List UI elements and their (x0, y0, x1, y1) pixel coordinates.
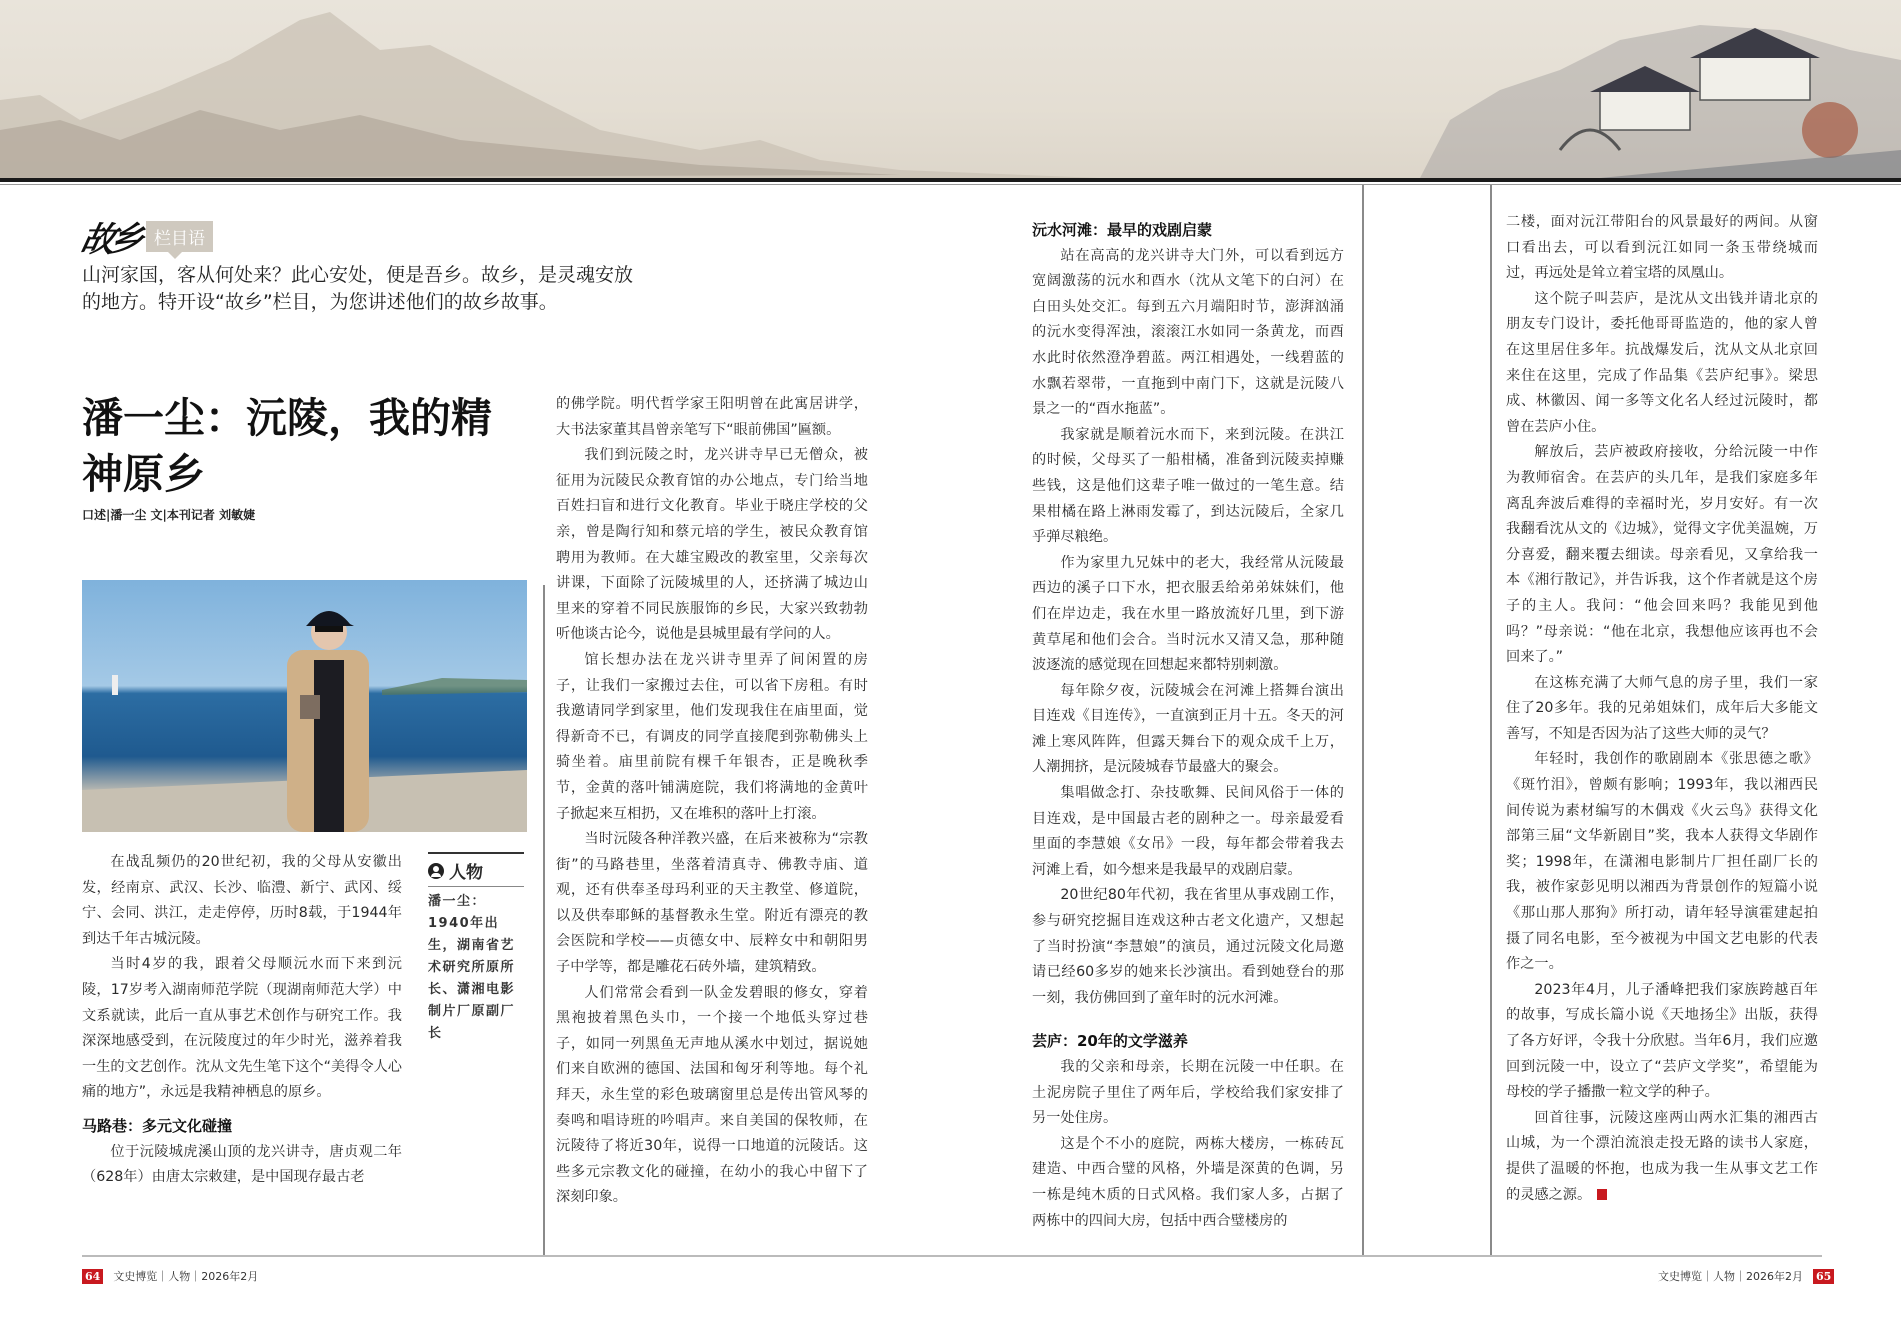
paragraph: 的佛学院。明代哲学家王阳明曾在此寓居讲学，大书法家董其昌曾亲笔写下“眼前佛国”匾额。 (556, 396, 868, 438)
section-heading: 芸庐：20年的文学滋养 (1032, 1032, 1188, 1051)
section-heading: 沅水河滩：最早的戏剧启蒙 (1032, 221, 1213, 239)
paragraph: 我的父亲和母亲，长期在沅陵一中任职。在土泥房院子里住了两年后，学校给我们家安排了另一处住房。 (1032, 1059, 1344, 1127)
footer-right-text: 文史博览｜人物｜2026年2月 (1658, 1270, 1803, 1283)
sidebar-bio: 潘一尘：1940年出生，湖南省艺术研究所原所长、潇湘电影制片厂原副厂长 (428, 894, 516, 1041)
column-intro: 山河家国，客从何处来？此心安处，便是吾乡。故乡，是灵魂安放的地方。特开设“故乡”栏目，为您讲述他们的故乡故事。 (82, 264, 634, 313)
paragraph: 我家就是顺着沅水而下，来到沅陵。在洪江的时候，父母买了一船柑橘，准备到沅陵卖掉赚些钱，这是他们这辈子唯一做过的一笔生意。结果柑橘在路上淋雨发霉了，到达沅陵后，全家几乎弹尽粮绝。 (1032, 426, 1344, 546)
paragraph: 二楼，面对沅江带阳台的风景最好的两间。从窗口看出去，可以看到沅江如同一条玉带绕城而过，再远处是耸立着宝塔的凤凰山。 (1506, 214, 1818, 282)
calligraphy-logo: 故乡 (77, 220, 142, 260)
paragraph: 2023年4月，儿子潘峰把我们家族跨越百年的故事，写成长篇小说《天地扬尘》出版，获得了各方好评，令我十分欣慰。当年6月，我们应邀回到沅陵一中，设立了“芸庐文学奖”，希望能为母校的学子播撒一粒文学的种子。 (1506, 981, 1818, 1101)
paragraph: 这个院子叫芸庐，是沈从文出钱并请北京的朋友专门设计，委托他哥哥监造的，他的家人曾在这里居住多年。抗战爆发后，沈从文从北京回来住在这里，完成了作品集《芸庐纪事》。梁思成、林徽因、闻一多等文化名人经过沅陵时，都曾在芸庐小住。 (1506, 290, 1818, 435)
closing-paragraph: 回首往事，沅陵这座两山两水汇集的湘西古山城，为一个漂泊流浪走投无路的读书人家庭，提供了温暖的怀抱，也成为我一生从事文艺工作的灵感之源。 (1506, 1109, 1818, 1203)
paragraph: 人们常常会看到一队金发碧眼的修女，穿着黑袍披着黑色头巾，一个接一个地低头穿过巷子，如同一列黑鱼无声地从溪水中划过，据说她们来自欧洲的德国、法国和匈牙利等地。每个礼拜天，永生堂的彩色玻璃窗里总是传出管风琴的奏鸣和唱诗班的吟唱声。来自美国的保牧师，在沅陵待了将近30年，说得一口地道的沅陵话。这些多元宗教文化的碰撞，在幼小的我心中留下了深刻印象。 (556, 984, 868, 1206)
article-byline: 口述|潘一尘 文|本刊记者 刘敏婕 (82, 508, 256, 522)
footer-rule (82, 1255, 1822, 1257)
header-rule (0, 178, 1901, 182)
paragraph: 馆长想办法在龙兴讲寺里弄了间闲置的房子，让我们一家搬过去住，可以省下房租。有时我邀请同学到家里，他们发现我住在庙里面，觉得新奇不已，有调皮的同学直接爬到弥勒佛头上骑坐着。庙里前院有棵千年银杏，正是晚秋季节，金黄的落叶铺满庭院，我们将满地的金黄叶子掀起来互相扔，又在堆积的落叶上打滚。 (556, 651, 868, 822)
end-mark-icon (1597, 1189, 1607, 1200)
column-tag-label: 栏目语 (146, 221, 213, 252)
paragraph (1506, 1106, 1818, 1208)
footer-left-text: 文史博览｜人物｜2026年2月 (113, 1270, 259, 1283)
paragraph: 我们到沅陵之时，龙兴讲寺早已无僧众，被征用为沅陵民众教育馆的办公地点，专门给当地百姓扫盲和进行文化教育。毕业于晓庄学校的父亲，曾是陶行知和蔡元培的学生，被民众教育馆聘用为教师。在大雄宝殿改的教室里，父亲每次讲课，下面除了沅陵城里的人，还挤满了城边山里来的穿着不同民族服饰的乡民，大家兴致勃勃听他谈古论今，说他是县城里最有学问的人。 (556, 447, 868, 643)
header-rule-thin (0, 184, 1901, 185)
paragraph: 作为家里九兄妹中的老大，我经常从沅陵最西边的溪子口下水，把衣服丢给弟弟妹妹们，他们在岸边走，我在水里一路放流好几里，到下游黄草尾和他们会合。当时沅水又清又急，那种随波逐流的感觉现在回想起来都特别刺激。 (1032, 554, 1344, 674)
person-icon (428, 863, 444, 879)
paragraph: 站在高高的龙兴讲寺大门外，可以看到远方宽阔激荡的沅水和酉水（沈从文笔下的白河）在白田头处交汇。每到五六月端阳时节，澎湃汹涌的沅水变得浑浊，滚滚江水如同一条黄龙，而酉水此时依然澄净碧蓝。两江相遇处，一线碧蓝的水飘若翠带，一直拖到中南门下，这就是沅陵八景之一的“酉水拖蓝”。 (1032, 247, 1344, 418)
page-number-right: 65 (1813, 1269, 1834, 1284)
paragraph: 年轻时，我创作的歌剧剧本《张思德之歌》《斑竹泪》，曾颇有影响；1993年，我以湘西民间传说为素材编写的木偶戏《火云鸟》获得文化部第三届“文华新剧目”奖，我本人获得文华剧作奖；1998年，在潇湘电影制片厂担任副厂长的我，被作家彭见明以湘西为背景创作的短篇小说《那山那人那狗》所打动，请年轻导演霍建起拍摄了同名电影，至今被视为中国文艺电影的代表作之一。 (1506, 751, 1818, 973)
article-column-4 (1506, 210, 1818, 1208)
paragraph: 20世纪80年代初，我在省里从事戏剧工作，参与研究挖掘目连戏这种古老文化遗产，又想起了当时扮演“李慧娘”的演员，通过沅陵文化局邀请已经60多岁的她来长沙演出。看到她登台的那一刻，我仿佛回到了童年时的沅水河滩。 (1032, 887, 1344, 1006)
paragraph: 这是个不小的庭院，两栋大楼房，一栋砖瓦建造、中西合璧的风格，外墙是深黄的色调，另一栋是纯木质的日式风格。我们家人多，占据了两栋中的四间大房，包括中西合璧楼房的 (1032, 1135, 1344, 1229)
article-column-2 (556, 392, 868, 1211)
paragraph: 当时沅陵各种洋教兴盛，在后来被称为“宗教街”的马路巷里，坐落着清真寺、佛教寺庙、道观，还有供奉圣母玛利亚的天主教堂、修道院，以及供奉耶稣的基督教永生堂。附近有漂亮的教会医院和学校——贞德女中、辰粹女中和朝阳男子中学等，都是雕花石砖外墙，建筑精致。 (556, 831, 868, 976)
article-column-1 (82, 850, 402, 1191)
portrait-photo (82, 580, 527, 832)
article-title: 潘一尘：沅陵，我的精神原乡 (82, 394, 492, 498)
paragraph: 每年除夕夜，沅陵城会在河滩上搭舞台演出目连戏《目连传》，一直演到正月十五。冬天的河滩上寒风阵阵，但露天舞台下的观众成千上万，人潮拥挤，是沅陵城春节最盛大的聚会。 (1032, 682, 1344, 776)
column-divider (543, 585, 545, 1255)
ink-landscape-banner (0, 0, 1901, 178)
paragraph: 位于沅陵城虎溪山顶的龙兴讲寺，唐贞观二年（628年）由唐太宗敕建，是中国现存最古老 (82, 1143, 402, 1186)
footer-left (82, 1268, 258, 1284)
paragraph: 在战乱频仍的20世纪初，我的父母从安徽出发，经南京、武汉、长沙、临澧、新宁、武冈、绥宁、会同、洪江，走走停停，历时8载，于1944年到达千年古城沅陵。 (82, 854, 402, 947)
page-number-left: 64 (82, 1269, 103, 1284)
footer-right (1658, 1268, 1834, 1284)
paragraph: 在这栋充满了大师气息的房子里，我们一家住了20多年。我的兄弟姐妹们，成年后大多能文善写，不知是否因为沾了这些大师的灵气？ (1506, 674, 1818, 742)
paragraph: 当时4岁的我，跟着父母顺沅水而下来到沅陵，17岁考入湖南师范学院（现湖南师范大学）中文系就读，此后一直从事艺术创作与研究工作。我深深地感受到，在沅陵度过的年少时光，滋养着我一生的文艺创作。沈从文先生笔下这个“美得令人心痛的地方”，永远是我精神栖息的原乡。 (82, 956, 402, 1101)
column-divider (1362, 185, 1364, 1255)
column-divider (1490, 185, 1492, 1255)
paragraph: 解放后，芸庐被政府接收，分给沅陵一中作为教师宿舍。在芸庐的头几年，是我们家庭多年离乱奔波后难得的幸福时光，岁月安好。有一次我翻看沈从文的《边城》，觉得文字优美温婉，万分喜爱，翻来覆去细读。母亲看见，又拿给我一本《湘行散记》，并告诉我，这个作者就是这个房子的主人。我问：“他会回来吗？我能见到他吗？”母亲说：“他在北京，我想他应该再也不会回来了。” (1506, 444, 1818, 666)
article-column-3 (1032, 210, 1344, 1234)
column-tag (77, 212, 213, 261)
section-heading: 马路巷：多元文化碰撞 (82, 1116, 233, 1135)
sidebar-heading (428, 854, 524, 887)
person-sidebar (428, 852, 524, 1045)
sidebar-heading-text: 人物 (449, 863, 483, 883)
paragraph: 集唱做念打、杂技歌舞、民间风俗于一体的目连戏，是中国最古老的剧种之一。母亲最爱看里面的李慧娘《女吊》一段，每年都会带着我去河滩上看，如今想来是我最早的戏剧启蒙。 (1032, 785, 1344, 878)
